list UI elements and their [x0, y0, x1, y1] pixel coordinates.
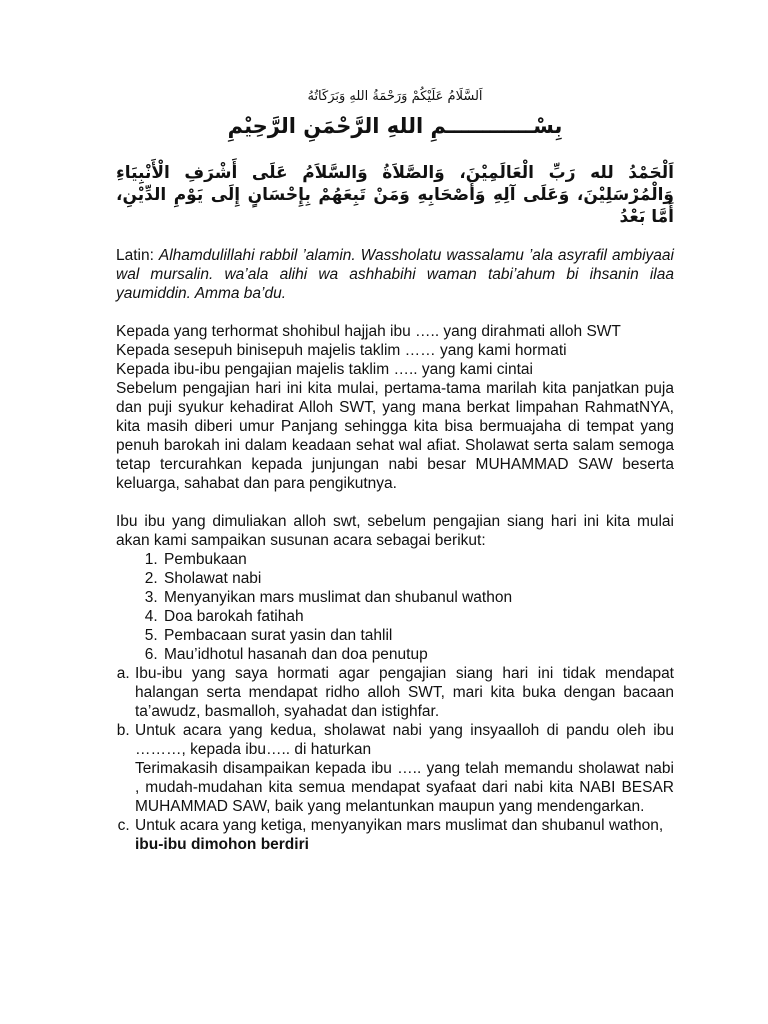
- agenda-item: 1. Pembukaan: [162, 550, 674, 569]
- basmalah-heading: بِسْــــــــــــمِ اللهِ الرَّحْمَنِ الرَّحِيْمِ: [227, 114, 563, 138]
- agenda-item: 6. Mau’idhotul hasanah dan doa penutup: [162, 645, 674, 664]
- program-sections: [116, 664, 674, 854]
- agenda-item: 2. Sholawat nabi: [162, 569, 674, 588]
- agenda-intro: Ibu ibu yang dimuliakan alloh swt, sebelum pengajian siang hari ini kita mulai akan kami sampaikan susunan acara sebagai berikut:: [116, 513, 674, 549]
- agenda-item: 4. Doa barokah fatihah: [162, 607, 674, 626]
- salam-greeting: اَلسَّلَامُ عَلَيْكُمْ وَرَحْمَةُ اللهِ وَبَرَكَاتُهُ: [307, 89, 483, 104]
- latin-label: Latin:: [116, 247, 159, 264]
- opening-paragraph: Sebelum pengajian hari ini kita mulai, pertama-tama marilah kita panjatkan puja dan puji syukur kehadirat Alloh SWT, yang mana berkat limpahan RahmatNYA, kita masih diberi umur Panjang sehingga kita bisa bermuajaha di tempat yang penuh barokah ini dalam keadaan sehat wal afiat. Sholawat serta salam semoga tetap tercurahkan kepada junjungan nabi besar MUHAMMAD SAW beserta keluarga, sahabat dan para pengikutnya.: [116, 380, 674, 492]
- document-page: [116, 88, 674, 854]
- section-b: [134, 721, 674, 816]
- section-a-text: a. Ibu-ibu yang saya hormati agar pengajian siang hari ini tidak mendapat halangan serta mendapat ridho alloh SWT, mari kita buka dengan bacaan ta’awudz, basmalloh, syahadat dan istighfar.: [135, 665, 674, 720]
- section-b-text: b. Untuk acara yang kedua, sholawat nabi yang insyaalloh di pandu oleh ibu ………, kepada ibu….. di haturkan: [135, 722, 674, 758]
- agenda-item: 3. Menyanyikan mars muslimat dan shubanul wathon: [162, 588, 674, 607]
- opening-line-1: Kepada yang terhormat shohibul hajjah ibu ….. yang dirahmati alloh SWT: [116, 323, 621, 340]
- section-c-instruction: ibu-ibu dimohon berdiri: [135, 836, 309, 853]
- section-a: [134, 664, 674, 721]
- latin-text: Alhamdulillahi rabbil ’alamin. Wassholatu wassalamu ’ala asyrafil ambiyaai wal mursalin. wa’ala alihi wa ashhabihi waman tabi’ahum bi ihsanin ilaa yaumiddin. Amma ba’du.: [116, 247, 674, 302]
- agenda-list: [116, 550, 674, 664]
- section-c-text: c. Untuk acara yang ketiga, menyanyikan mars muslimat dan shubanul wathon,: [135, 817, 664, 834]
- paragraph-gap: [116, 493, 674, 512]
- agenda-item: 5. Pembacaan surat yasin dan tahlil: [162, 626, 674, 645]
- hamdalah-arabic: اَلْحَمْدُ لله رَبِّ الْعَالَمِيْنَ، وَالصَّلاَةُ وَالسَّلاَمُ عَلَى أَشْرَفِ الْأَنْبِيَاءِ وَالْمُرْسَلِيْنَ، وَعَلَى آلِهِ وَأَصْحَابِهِ وَمَنْ تَبِعَهُمْ بِإِحْسَانٍ إِلَى يَوْمِ الدِّيْنِ، أَمَّا بَعْدُ: [116, 163, 674, 227]
- section-c: [134, 816, 674, 854]
- opening-line-3: Kepada ibu-ibu pengajian majelis taklim ….. yang kami cintai: [116, 361, 533, 378]
- section-b-thanks: Terimakasih disampaikan kepada ibu ….. yang telah memandu sholawat nabi , mudah-mudahan kita semua mendapat syafaat dari nabi kita NABI BESAR MUHAMMAD SAW, baik yang melantunkan maupun yang mendengarkan.: [135, 760, 674, 815]
- opening-line-2: Kepada sesepuh binisepuh majelis taklim …… yang kami hormati: [116, 342, 567, 359]
- latin-transliteration: [116, 246, 674, 303]
